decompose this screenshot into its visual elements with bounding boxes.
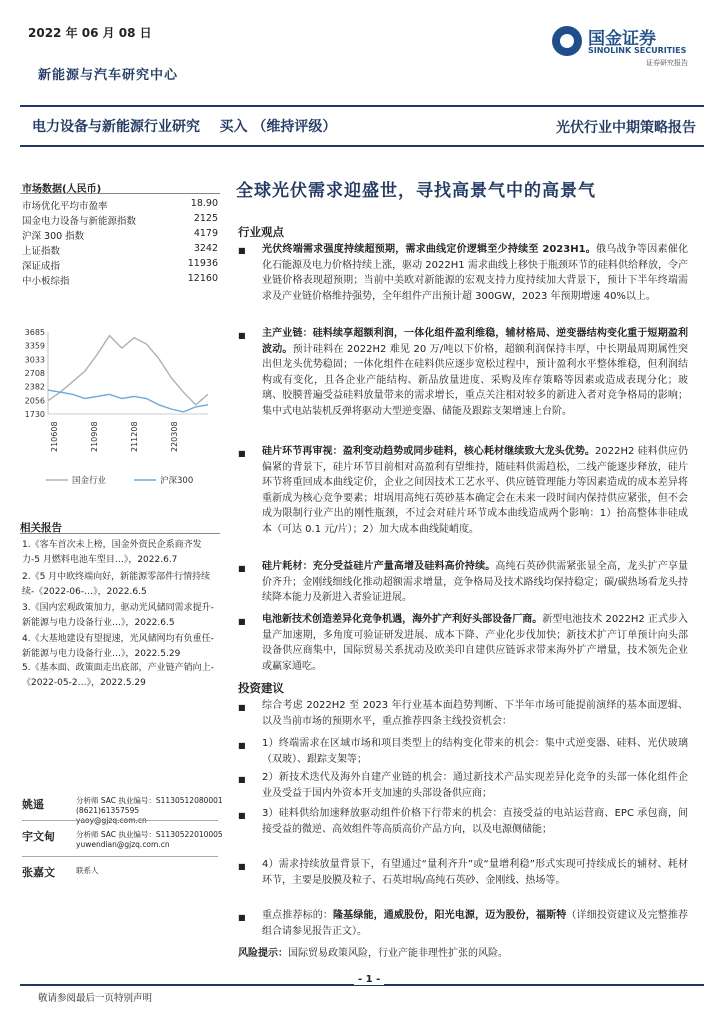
market-row bbox=[22, 198, 218, 212]
investment-paragraph: 3）硅料供给加速释放驱动组件价格下行带来的机会：直接受益的电站运营商、EPC 承包商，间接受益的微逆、高效组件等高质高价产品方向，以及电源侧储能； bbox=[262, 808, 688, 835]
market-row bbox=[22, 273, 218, 287]
x-tick-label: 210908 bbox=[90, 421, 99, 452]
market-value: 18.90 bbox=[190, 198, 218, 209]
legend-label: 国金行业 bbox=[72, 476, 107, 486]
analyst-info bbox=[76, 866, 99, 876]
bullet-icon: ■ bbox=[238, 862, 246, 871]
recommend-label: 重点推荐标的： bbox=[262, 910, 334, 921]
market-label: 国金电力设备与新能源指数 bbox=[22, 216, 137, 227]
x-tick-label: 210608 bbox=[50, 421, 59, 452]
bullet-icon: ■ bbox=[238, 449, 246, 458]
legend-label: 沪深300 bbox=[160, 476, 194, 486]
logo-cn-text: 国金证券 bbox=[588, 29, 656, 49]
viewpoint-paragraph bbox=[262, 326, 688, 419]
risk-text: 国际贸易政策风险，行业产能非理性扩张的风险。 bbox=[288, 948, 508, 959]
market-label: 深证成指 bbox=[22, 261, 61, 272]
bullet-icon: ■ bbox=[238, 617, 246, 626]
investment-paragraph: 1）终端需求在区域市场和项目类型上的结构变化带来的机会：集中式逆变器、硅料、光伏玻璃（双玻）、跟踪支架等； bbox=[262, 738, 688, 765]
x-tick-label: 211208 bbox=[130, 421, 139, 452]
bullet-icon: ■ bbox=[238, 331, 246, 340]
viewpoint-paragraph bbox=[262, 242, 688, 304]
market-row bbox=[22, 243, 218, 257]
bullet-icon: ■ bbox=[238, 246, 246, 255]
viewpoint-paragraph bbox=[262, 444, 688, 537]
related-reports-title: 相关报告 bbox=[20, 522, 62, 534]
investment-paragraph: 2）新技术迭代及海外自建产业链的机会：通过新技术产品实现差异化竞争的头部一体化组件企业及受益于国内外资本开支加速的头部设备供应商； bbox=[262, 772, 688, 799]
paragraph-body: 高纯石英砂供需紧张显全高，龙头扩产享量价齐升；金刚线细线化推动超额需求增量，竞争格局及技术路线均保持稳定；碳/碳热场看龙头持续降本能力及新进入者验证进展。 bbox=[262, 561, 689, 603]
y-tick-label: 3033 bbox=[24, 355, 45, 365]
market-value: 2125 bbox=[193, 213, 218, 224]
title-band bbox=[20, 105, 704, 147]
analyst-sac: 分析师 SAC 执业编号：S1130512080001 bbox=[76, 796, 223, 805]
bullet-icon: ■ bbox=[238, 913, 246, 922]
paragraph-lead: 硅片环节再审视：盈利变动趋势或同步硅料，核心耗材继续致大龙头优势。 bbox=[262, 446, 596, 457]
y-tick-label: 2708 bbox=[24, 368, 45, 378]
report-link[interactable]: 3.《国内宏观政策加力，驱动光风储同需求提升-新能源与电力设备行业…》，2022.6.5 bbox=[22, 603, 214, 628]
viewpoint-paragraph bbox=[262, 559, 688, 606]
report-date: 2022 年 06 月 08 日 bbox=[28, 26, 152, 40]
paragraph-body: 新型电池技术 2022H2 正式步入量产加速期，多角度可验证研发进展、成本下降、产业化步伐加快；新技术扩产订单预计向头部设备供应商集中，国际贸易关系扰动及欧美印自建供应链诉求带来海外扩产增量，技术领先企业或赢家通吃。 bbox=[262, 614, 688, 672]
recommend-names: 隆基绿能，通威股份，阳光电源，迈为股份，福斯特 bbox=[333, 910, 567, 921]
market-label: 市场优化平均市盈率 bbox=[22, 201, 108, 212]
viewpoint-paragraph bbox=[262, 612, 688, 674]
logo-mark-icon bbox=[552, 26, 582, 56]
analyst-role: 联系人 bbox=[76, 866, 99, 875]
report-link[interactable]: 2.《5 月中欧终端向好，新能源零部件行情持续续-《2022-06-…》，2022.6.5 bbox=[22, 572, 211, 597]
paragraph-lead: 主产业链：硅料续享超额利润，一体化组件盈利维稳，辅材格局、逆变器结构变化重于短期盈利波动。 bbox=[262, 328, 688, 355]
x-tick-label: 220308 bbox=[170, 421, 179, 452]
bullet-icon: ■ bbox=[238, 703, 246, 712]
paragraph-body: 2022H2 硅料供应仍偏紧的背景下，硅片环节目前相对高盈利有望维持，随硅料供需趋松，二线产能逐步释放，硅片环节将重回成本曲线定价，企业之间因技术工艺水平、供应链管理能力等因素造成的成本差异将重新成为核心竞争要素；坩埚用高纯石英砂基本确定会在未来一段时间内保持供应紧张，但不会成为限制行业产出的刚性瓶颈，不过会对硅片环节成本曲线造成两个影响：1）抬高整体非硅成本（可达 0.1 元/片）；2）加大成本曲线陡峭度。 bbox=[262, 446, 688, 535]
logo-en-text: SINOLINK SECURITIES bbox=[588, 46, 687, 55]
market-data-title: 市场数据(人民币) bbox=[22, 184, 102, 195]
page-number: - 1 - bbox=[354, 974, 384, 985]
investment-paragraph: 综合考虑 2022H2 至 2023 年行业基本面趋势判断、下半年市场可能提前演绎的基本面逻辑、以及当前市场的预期水平，重点推荐四条主线投资机会： bbox=[262, 700, 688, 727]
divider bbox=[22, 820, 218, 821]
analyst-info bbox=[76, 796, 223, 826]
index-line-chart bbox=[18, 326, 214, 490]
report-link[interactable]: 1.《客车首次未上榜，国金外资民企系商齐发力-5 月燃料电池车型目…》，2022.6.7 bbox=[22, 540, 202, 565]
analyst-email[interactable]: yuwendian@gjzq.com.cn bbox=[76, 840, 170, 849]
y-tick-label: 3685 bbox=[24, 328, 45, 337]
market-value: 12160 bbox=[187, 273, 218, 284]
analyst-info bbox=[76, 830, 223, 850]
market-row bbox=[22, 228, 218, 242]
paragraph-body: 俄乌战争等因素催化化石能源及电力价格持续上涨，驱动 2022H1 需求曲线上移快于瓶颈环节的硅料供给释放，令产业链价格表现超预期；当前中美欧对新能源的宏观支持力度持续加大背景下，预计下半年终端需求及产业链价格维持强势，全年组件产出预计超 300GW，2023 年预期增速 40%以上。 bbox=[262, 244, 689, 302]
research-center-name: 新能源与汽车研究中心 bbox=[38, 68, 179, 83]
paragraph-lead: 电池新技术创造差异化竞争机遇，海外扩产利好头部设备厂商。 bbox=[262, 614, 543, 625]
market-value: 11936 bbox=[187, 258, 218, 269]
market-row bbox=[22, 258, 218, 272]
y-tick-label: 1730 bbox=[24, 410, 45, 419]
y-tick-label: 3359 bbox=[24, 341, 45, 351]
report-link[interactable]: 5.《基本面、政策面走出底部，产业链产销向上-《2022-05-2…》，2022.5.29 bbox=[22, 663, 214, 688]
analyst-name: 宇文甸 bbox=[22, 830, 55, 843]
divider bbox=[20, 533, 220, 534]
paragraph-body: 预计硅料在 2022H2 难见 20 万/吨以下价格，超额利润保持丰厚，中长期最周期属性突出但龙头优势稳固；一体化组件在硅料供应逐步宽松过程中，预计盈利水平整体维稳，但利润结构或有变化，且各企业产能结构、新品放量进度、采购及库存策略等因素或造成表现分化；玻璃、胶膜普遍受益硅料放量带来的需求增长，重点关注相对较多的新进入者对竞争格局的影响；集中式电站装机反弹将驱动大型逆变器、储能及跟踪支架增速上台阶。 bbox=[262, 343, 689, 417]
report-main-title: 全球光伏需求迎盛世，寻找高景气中的高景气 bbox=[236, 181, 596, 201]
disclaimer-note: 敬请参阅最后一页特别声明 bbox=[38, 993, 153, 1004]
report-link[interactable]: 4.《大基地建设有望提速，光风储网均有负重任-新能源与电力设备行业…》，2022.5.29 bbox=[22, 634, 214, 659]
market-value: 4179 bbox=[193, 228, 218, 239]
analyst-name: 张嘉文 bbox=[22, 866, 55, 879]
bullet-icon: ■ bbox=[238, 775, 246, 784]
recommend-note: （详细投资建议及完整推荐组合请参见报告正文）。 bbox=[262, 910, 689, 937]
risk-label: 风险提示： bbox=[238, 948, 288, 959]
bullet-icon: ■ bbox=[238, 811, 246, 820]
industry-rating: 电力设备与新能源行业研究 买入 （维持评级） bbox=[32, 119, 337, 135]
paragraph-lead: 光伏终端需求强度持续超预期，需求曲线定价逻辑至少持续至 2023H1。 bbox=[262, 244, 597, 255]
analyst-email[interactable]: yaoy@gjzq.com.cn bbox=[76, 816, 147, 825]
bullet-icon: ■ bbox=[238, 564, 246, 573]
bullet-icon: ■ bbox=[238, 741, 246, 750]
risk-warning bbox=[238, 946, 688, 962]
divider bbox=[22, 856, 218, 857]
market-row bbox=[22, 213, 218, 227]
logo-subtitle: 证券研究报告 bbox=[646, 59, 688, 67]
y-tick-label: 2382 bbox=[24, 382, 45, 392]
market-label: 中小板综指 bbox=[22, 276, 70, 287]
analyst-phone: (8621)61357595 bbox=[76, 806, 140, 815]
y-tick-label: 2056 bbox=[24, 396, 45, 406]
investment-paragraph: 4）需求持续放量背景下，有望通过“量利齐升”或“量增利稳”形式实现可持续成长的辅材、耗材环节，主要是胶膜及粒子、石英坩埚/高纯石英砂、金刚线、热场等。 bbox=[262, 859, 688, 886]
recommended-stocks bbox=[262, 908, 688, 939]
market-label: 沪深 300 指数 bbox=[22, 231, 85, 242]
divider bbox=[20, 193, 220, 194]
section-heading: 投资建议 bbox=[238, 681, 284, 695]
paragraph-lead: 硅片耗材：充分受益硅片产量高增及硅料高价持续。 bbox=[262, 561, 496, 572]
market-value: 3242 bbox=[193, 243, 218, 254]
market-label: 上证指数 bbox=[22, 246, 61, 257]
report-type: 光伏行业中期策略报告 bbox=[556, 120, 696, 136]
section-heading: 行业观点 bbox=[238, 225, 284, 239]
analyst-sac: 分析师 SAC 执业编号：S1130522010005 bbox=[76, 830, 223, 839]
analyst-name: 姚遥 bbox=[22, 798, 44, 811]
